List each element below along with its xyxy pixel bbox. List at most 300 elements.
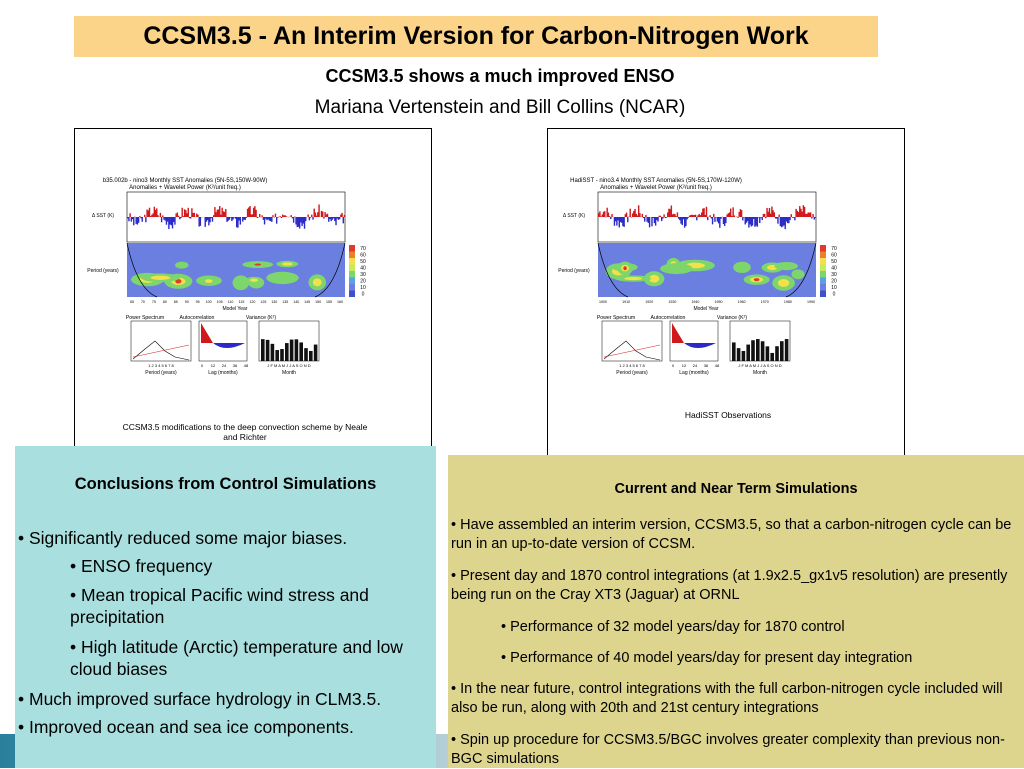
anomaly-bar: [707, 217, 708, 220]
anomaly-bar: [667, 212, 668, 217]
current-simulations-panel: [448, 455, 1024, 768]
anomaly-bar: [747, 217, 748, 221]
anomaly-bar: [778, 215, 779, 217]
anomaly-bar: [253, 208, 254, 217]
year-tick-label: 75: [152, 300, 156, 304]
year-tick-label: 160: [337, 300, 343, 304]
wavelet-ylabel: Period (years): [87, 268, 119, 274]
colorbar-label: 40: [831, 266, 837, 272]
anomaly-bar: [334, 217, 335, 221]
colorbar-label: 50: [831, 259, 837, 265]
colorbar-label: 70: [831, 246, 837, 252]
anomaly-bar: [138, 217, 139, 223]
autocorr-negative: [213, 343, 245, 348]
anomaly-bar: [282, 215, 283, 217]
anomaly-bar: [734, 215, 735, 217]
page-title: CCSM3.5 - An Interim Version for Carbon-Nitrogen Work: [143, 22, 808, 51]
anomaly-bar: [696, 217, 697, 220]
anomaly-bar: [728, 213, 729, 217]
year-tick-label: 135: [282, 300, 288, 304]
variance-bar: [314, 345, 318, 361]
anomaly-bar: [632, 213, 633, 217]
figure-title-line2: Anomalies + Wavelet Power (K²/unit freq.): [129, 185, 241, 191]
year-tick-label: 1920: [645, 300, 653, 304]
anomaly-bar: [255, 210, 256, 217]
anomaly-bar: [619, 217, 620, 227]
anomaly-bar: [315, 213, 316, 217]
lag-tick-label: 48: [244, 363, 249, 368]
anomaly-bar: [177, 212, 178, 217]
autocorr-xlabel: Lag (months): [679, 370, 709, 376]
anomaly-bar: [286, 216, 287, 217]
anomaly-bar: [812, 214, 813, 217]
current-subbullet-present: • Performance of 40 model years/day for present day integration: [501, 649, 1017, 668]
variance-bar: [751, 340, 755, 361]
anomaly-bar: [144, 215, 145, 217]
colorbar-swatch: [349, 252, 355, 259]
year-tick-label: 105: [217, 300, 223, 304]
anomaly-bar: [789, 217, 790, 220]
anomaly-bar: [599, 211, 600, 217]
anomaly-bar: [339, 217, 340, 219]
anomaly-bar: [184, 209, 185, 217]
anomaly-bar: [729, 212, 730, 217]
anomaly-bar: [150, 216, 151, 217]
wavelet-peak: [254, 264, 261, 266]
anomaly-bar: [638, 205, 639, 217]
anomaly-bar: [329, 217, 330, 219]
colorbar-swatch: [820, 258, 826, 265]
colorbar-swatch: [820, 284, 826, 291]
anomaly-bar: [793, 217, 794, 218]
anomaly-bar: [706, 207, 707, 217]
year-tick-label: 85: [174, 300, 178, 304]
anomaly-bar: [237, 217, 238, 228]
anomaly-bar: [275, 214, 276, 217]
anomaly-bar: [322, 212, 323, 217]
anomaly-bar: [137, 217, 138, 225]
anomaly-bar: [614, 217, 615, 226]
colorbar-swatch: [820, 245, 826, 252]
colorbar-swatch: [349, 278, 355, 285]
anomaly-bar: [161, 217, 162, 222]
anomaly-bar: [344, 215, 345, 217]
variance-bar: [737, 348, 741, 361]
anomaly-bar: [768, 212, 769, 217]
anomaly-bar: [196, 214, 197, 217]
figure-hadisst: [547, 128, 905, 456]
anomaly-bar: [303, 217, 304, 224]
anomaly-bar: [643, 217, 644, 218]
anomaly-bar: [173, 217, 174, 222]
year-tick-label: 110: [228, 300, 234, 304]
anomaly-bar: [149, 208, 150, 217]
anomaly-bar: [198, 217, 199, 227]
anomaly-bar: [615, 217, 616, 221]
anomaly-bar: [680, 217, 681, 224]
anomaly-bar: [166, 217, 167, 225]
anomaly-bar: [637, 215, 638, 217]
anomaly-bar: [661, 217, 662, 221]
anomaly-bar: [642, 214, 643, 217]
anomaly-bar: [764, 214, 765, 217]
anomaly-bar: [284, 215, 285, 217]
anomaly-bar: [235, 217, 236, 219]
figure-title-line1: HadiSST - nino3.4 Monthly SST Anomalies (5N-5S,170W-120W): [570, 178, 742, 184]
current-bullet-4: • Spin up procedure for CCSM3.5/BGC involves greater complexity than previous non-BGC simulations: [451, 731, 1017, 769]
anomaly-bar: [186, 213, 187, 217]
anomaly-bar: [754, 217, 755, 227]
conclusion-bullet-3: • Improved ocean and sea ice components.: [18, 716, 428, 738]
power-spectrum-xlabel: Period (years): [145, 370, 177, 376]
variance-bar: [775, 346, 779, 361]
anomaly-bar: [272, 215, 273, 217]
colorbar-label: 10: [360, 285, 366, 291]
anomaly-bar: [140, 217, 141, 218]
anomaly-bar: [666, 217, 667, 218]
anomaly-bar: [265, 217, 266, 219]
autocorrelation-title: Autocorrelation: [651, 315, 686, 321]
anomaly-bar: [782, 217, 783, 226]
anomaly-bar: [772, 210, 773, 217]
anomaly-bar: [212, 217, 213, 222]
anomaly-bar: [697, 215, 698, 217]
anomaly-bar: [132, 217, 133, 219]
anomaly-bar: [759, 217, 760, 223]
colorbar-swatch: [349, 258, 355, 265]
colorbar-label: 20: [360, 279, 366, 285]
anomaly-bar: [699, 214, 700, 217]
anomaly-bar: [634, 209, 635, 217]
lag-tick-label: 36: [704, 363, 709, 368]
variance-xlabel: Month: [282, 370, 296, 376]
anomaly-bar: [247, 209, 248, 217]
year-tick-label: 1950: [715, 300, 723, 304]
anomaly-bar: [742, 217, 743, 220]
authors: Mariana Vertenstein and Bill Collins (NCAR): [0, 97, 1000, 119]
anomaly-bar: [714, 217, 715, 222]
anomaly-bar: [737, 217, 738, 218]
anomaly-bar: [617, 217, 618, 220]
anomaly-bar: [655, 217, 656, 226]
anomaly-bar: [281, 217, 282, 218]
anomaly-bar: [684, 217, 685, 228]
variance-bar: [785, 339, 789, 361]
anomaly-bar: [232, 217, 233, 219]
colorbar-label: 70: [360, 246, 366, 252]
anomaly-bar: [157, 215, 158, 217]
anomaly-bar: [299, 217, 300, 228]
variance-bar: [746, 345, 750, 361]
year-tick-label: 1940: [691, 300, 699, 304]
anomaly-bar: [620, 217, 621, 222]
anomaly-bar: [668, 209, 669, 217]
anomaly-bar: [777, 217, 778, 224]
anomaly-bar: [792, 217, 793, 218]
anomaly-bar: [218, 209, 219, 217]
anomaly-bar: [341, 213, 342, 217]
anomaly-bar: [257, 217, 258, 218]
anomaly-bar: [183, 216, 184, 217]
anomaly-bar: [815, 217, 816, 218]
anomaly-bar: [154, 207, 155, 217]
colorbar-swatch: [349, 265, 355, 272]
anomaly-bar: [701, 212, 702, 217]
variance-bar: [304, 348, 308, 361]
anomaly-bar: [194, 213, 195, 217]
anomaly-bar: [326, 214, 327, 217]
colorbar-swatch: [349, 245, 355, 252]
anomaly-bar: [139, 216, 140, 217]
anomaly-bar: [243, 217, 244, 220]
year-tick-label: 155: [326, 300, 332, 304]
variance-bar: [266, 340, 270, 361]
anomaly-bar: [791, 214, 792, 217]
anomaly-bar: [688, 217, 689, 218]
year-tick-label: 90: [185, 300, 189, 304]
variance-bar: [290, 340, 294, 361]
anomaly-bar: [711, 217, 712, 218]
wavelet-core: [205, 279, 212, 283]
variance-xlabel: Month: [753, 370, 767, 376]
anomaly-bar: [604, 211, 605, 217]
anomaly-bar: [259, 214, 260, 217]
anomaly-bar: [142, 217, 143, 222]
variance-bar: [309, 351, 313, 361]
anomaly-bar: [623, 217, 624, 227]
anomaly-bar: [324, 212, 325, 217]
anomaly-bar: [152, 213, 153, 217]
anomaly-bar: [644, 217, 645, 222]
year-tick-label: 130: [271, 300, 277, 304]
anomaly-bar: [669, 209, 670, 217]
anomaly-bar: [609, 216, 610, 217]
anomaly-bar: [167, 217, 168, 222]
anomaly-bar: [703, 208, 704, 217]
colorbar-label: 40: [360, 266, 366, 272]
anomaly-bar: [223, 211, 224, 217]
anomaly-bar: [788, 217, 789, 223]
variance-bar: [299, 342, 303, 361]
anomaly-bar: [621, 217, 622, 223]
conclusions-heading: Conclusions from Control Simulations: [15, 475, 436, 494]
anomaly-bar: [244, 217, 245, 220]
lag-tick-label: 12: [211, 363, 216, 368]
anomaly-bar: [323, 217, 324, 219]
year-tick-label: 95: [196, 300, 200, 304]
anomaly-bar: [660, 216, 661, 217]
anomaly-bar: [809, 213, 810, 217]
anomaly-bar: [732, 207, 733, 217]
variance-bar: [275, 350, 279, 361]
anomaly-bar: [168, 217, 169, 229]
anomaly-bar: [598, 213, 599, 217]
year-tick-label: 1980: [784, 300, 792, 304]
anomaly-bar: [169, 217, 170, 225]
year-tick-label: 1900: [599, 300, 607, 304]
anomaly-bar: [665, 217, 666, 218]
anomaly-bar: [135, 217, 136, 224]
anomaly-bar: [646, 217, 647, 222]
anomaly-bar: [765, 217, 766, 218]
anomaly-bar: [633, 211, 634, 217]
anomaly-bar: [311, 215, 312, 217]
anomaly-bar: [606, 208, 607, 217]
anomaly-bar: [709, 215, 710, 217]
anomaly-bar: [654, 217, 655, 223]
anomaly-bar: [264, 217, 265, 224]
variance-bar: [295, 339, 299, 361]
anomaly-bar: [178, 216, 179, 217]
anomaly-bar: [755, 217, 756, 226]
anomaly-bar: [248, 207, 249, 217]
anomaly-bar: [131, 217, 132, 222]
anomaly-bar: [804, 207, 805, 217]
variance-bar: [271, 344, 275, 361]
colorbar-label: 60: [831, 253, 837, 259]
anomaly-bar: [685, 217, 686, 226]
anomaly-bar: [662, 217, 663, 219]
wavelet-peak: [754, 278, 760, 281]
anomaly-bar: [292, 217, 293, 218]
anomaly-bar: [206, 217, 207, 222]
wavelet-core: [250, 278, 258, 281]
autocorr-negative: [684, 343, 716, 348]
anomaly-bar: [769, 208, 770, 217]
period-ticks: 1 2 3 4 5 6 7 8: [148, 363, 174, 368]
anomaly-bar: [775, 217, 776, 218]
autocorrelation-title: Autocorrelation: [180, 315, 215, 321]
anomaly-bar: [689, 216, 690, 217]
year-tick-label: 150: [315, 300, 321, 304]
anomaly-bar: [251, 214, 252, 217]
variance-bar: [761, 341, 765, 361]
anomaly-bar: [694, 215, 695, 217]
year-tick-label: 1990: [807, 300, 815, 304]
anomaly-bar: [189, 217, 190, 218]
anomaly-bar: [653, 217, 654, 218]
anomaly-bar: [625, 214, 626, 217]
month-ticks: J F M A M J J A S O N D: [267, 363, 310, 368]
anomaly-bar: [310, 217, 311, 218]
variance-bar: [766, 346, 770, 361]
anomaly-bar: [629, 209, 630, 217]
power-spectrum-line: [133, 341, 189, 360]
anomaly-bar: [301, 217, 302, 226]
figure-ccsm35: [74, 128, 432, 456]
anomaly-bar: [128, 217, 129, 221]
anomaly-bar: [312, 217, 313, 220]
anomaly-bar: [811, 217, 812, 219]
anomaly-bar: [316, 216, 317, 217]
year-tick-label: 115: [239, 300, 245, 304]
year-tick-label: 120: [249, 300, 255, 304]
anomaly-bar: [801, 212, 802, 217]
anomaly-bar: [148, 210, 149, 217]
anomaly-bar: [335, 217, 336, 225]
wavelet-blob: [733, 262, 751, 273]
variance-bar: [780, 341, 784, 361]
colorbar-swatch: [349, 271, 355, 278]
year-tick-label: 125: [260, 300, 266, 304]
anomaly-bar: [805, 214, 806, 217]
wavelet-blob: [791, 269, 804, 279]
colorbar-label: 10: [831, 285, 837, 291]
anomaly-bar: [800, 209, 801, 217]
anomaly-bar: [673, 214, 674, 217]
year-tick-label: 100: [206, 300, 212, 304]
anomaly-bar: [271, 217, 272, 222]
anomaly-bar: [246, 217, 247, 218]
figure-title-line1: b35.002b - nino3 Monthly SST Anomalies (5N-5S,150W-90W): [103, 178, 268, 184]
anomaly-bar: [718, 217, 719, 223]
power-spectrum-line: [604, 341, 660, 360]
anomaly-bar: [172, 217, 173, 228]
anomaly-bar: [215, 212, 216, 217]
colorbar-label: 0: [833, 292, 836, 298]
wavelet-core: [151, 276, 170, 280]
anomaly-bar: [297, 217, 298, 227]
current-heading: Current and Near Term Simulations: [448, 481, 1024, 497]
year-tick-label: 70: [141, 300, 145, 304]
anomaly-bar: [770, 214, 771, 217]
anomaly-bar: [677, 212, 678, 217]
anomaly-bar: [626, 213, 627, 217]
anomaly-bar: [690, 215, 691, 217]
anomaly-bar: [678, 217, 679, 219]
conclusion-subbullet-wind: • Mean tropical Pacific wind stress and precipitation: [70, 584, 425, 628]
anomaly-bar: [686, 217, 687, 219]
anomaly-bar: [191, 208, 192, 217]
anomaly-bar: [295, 217, 296, 224]
anomaly-bar: [293, 217, 294, 223]
anomaly-bar: [636, 214, 637, 217]
wavelet-xlabel: Model Year: [693, 306, 718, 312]
current-bullet-2: • Present day and 1870 control integrations (at 1.9x2.5_gx1v5 resolution) are presently being run on the Cray XT3 (Jaguar) at ORNL: [451, 567, 1017, 605]
anomaly-bar: [333, 217, 334, 218]
anomaly-bar: [622, 217, 623, 226]
current-bullet-1: • Have assembled an interim version, CCSM3.5, so that a carbon-nitrogen cycle can be run in an up-to-date version of CCSM.: [451, 516, 1017, 554]
anomaly-bar: [127, 217, 128, 218]
anomaly-bar: [207, 217, 208, 220]
anomaly-bar: [156, 208, 157, 217]
anomaly-bar: [205, 217, 206, 227]
anomaly-bar: [724, 217, 725, 226]
anomaly-bar: [774, 212, 775, 217]
anomaly-bar: [242, 217, 243, 222]
anomaly-bar: [340, 215, 341, 217]
colorbar-label: 60: [360, 253, 366, 259]
anomaly-bar: [611, 214, 612, 217]
variance-bar: [756, 339, 760, 361]
anomaly-bar: [794, 217, 795, 220]
current-bullet-3: • In the near future, control integrations with the full carbon-nitrogen cycle included will also be run, along with 20th and 21st century integrations: [451, 680, 1017, 718]
variance-bar: [732, 342, 736, 361]
anomaly-bar: [277, 217, 278, 218]
anomaly-bar: [746, 217, 747, 223]
anomaly-bar: [692, 215, 693, 217]
anomaly-bar: [300, 217, 301, 223]
variance-bar: [770, 353, 774, 361]
anomaly-bar: [145, 217, 146, 222]
wavelet-peak: [623, 266, 626, 270]
wavelet-blob: [775, 262, 798, 270]
anomaly-bar: [197, 215, 198, 217]
wavelet-blob: [266, 272, 298, 284]
colorbar-swatch: [820, 265, 826, 272]
anomaly-bar: [163, 217, 164, 220]
anomaly-bar: [188, 208, 189, 217]
